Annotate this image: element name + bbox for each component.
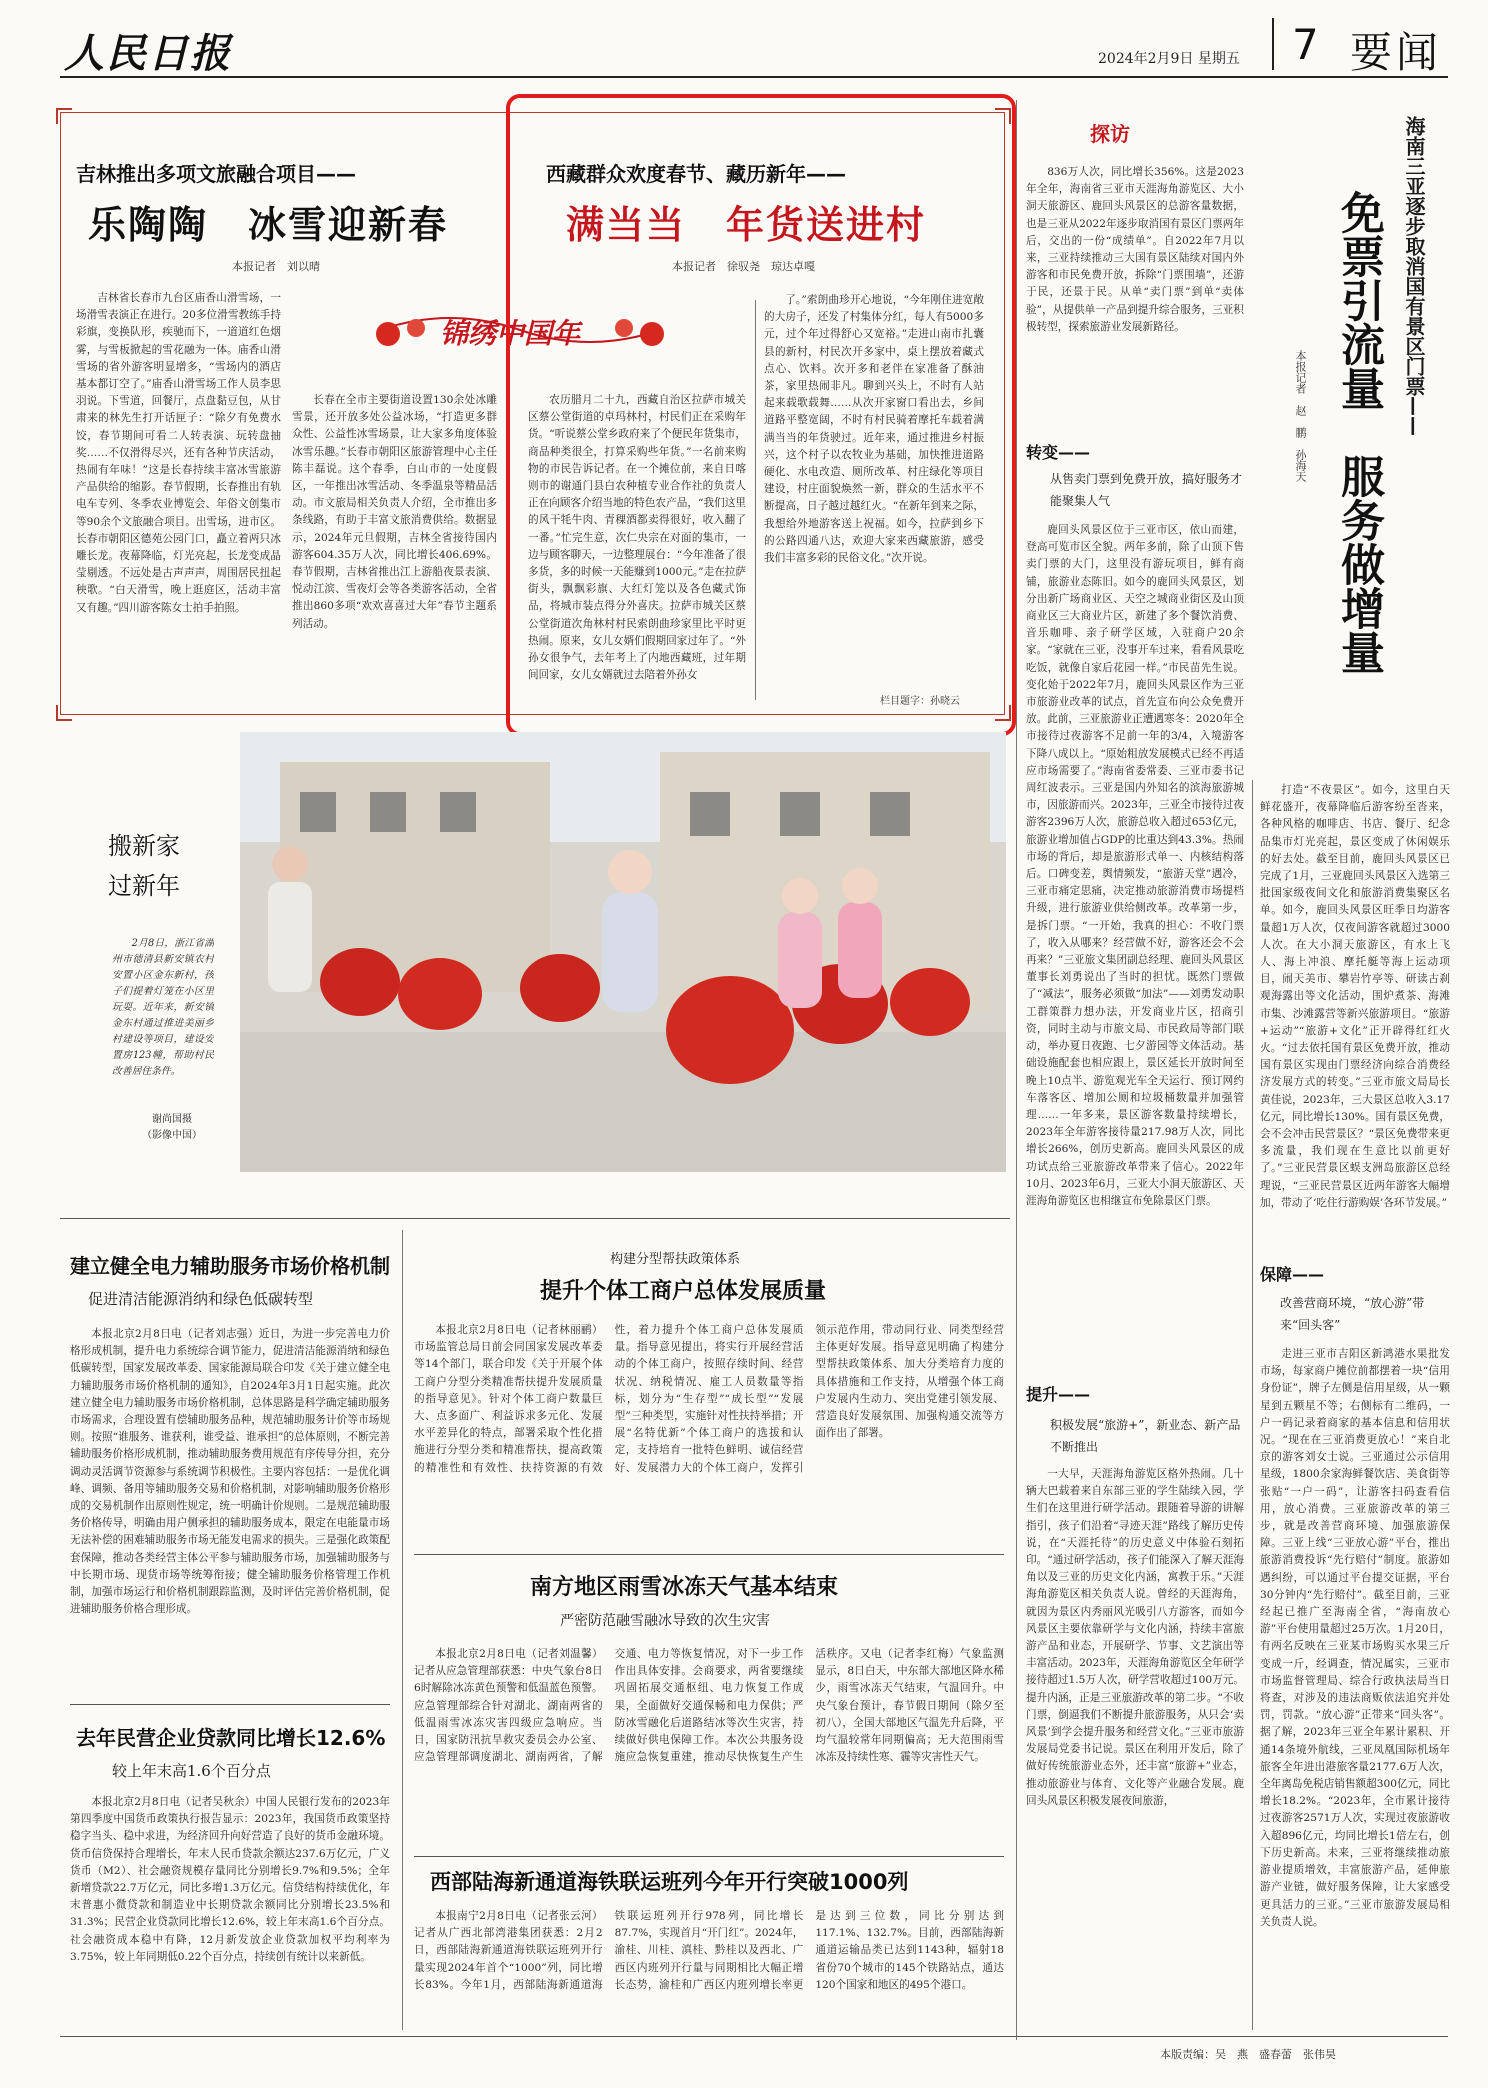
- sanya-col1c-body: [1026, 1466, 1244, 2026]
- tanfang-tag: 探访: [1090, 122, 1130, 146]
- sanya-col2-body: [1260, 782, 1450, 1254]
- sanya-left-rule: [1016, 100, 1017, 2040]
- gt-kicker: 构建分型帮扶政策体系: [610, 1252, 741, 1267]
- sanya-sec3-subtitle: 改善营商环境，“放心游”带来“回头客”: [1280, 1296, 1425, 1332]
- snow-body: [414, 1646, 1004, 1856]
- sanya-vertical-byline: 本报记者 赵 鹏 孙海天: [1294, 350, 1307, 482]
- tibet-body-col2: [764, 292, 984, 682]
- sanya-sec2-subtitle: 积极发展“旅游+”，新业态、新产品不断推出: [1050, 1418, 1241, 1454]
- festival-banner-text: 锦绣中国年: [440, 317, 581, 350]
- children-lanterns-photo: [240, 732, 1006, 1172]
- tibet-headline: 满当当 年货送进村: [566, 203, 927, 247]
- newspaper-logo: 人民日报: [64, 31, 232, 77]
- issue-date: 2024年2月9日 星期五: [1098, 51, 1240, 67]
- loan-body-text: 本报北京2月8日电（记者吴秋余）中国人民银行发布的2023年第四季度中国货币政策执行报告显示：2023年，我国货币政策坚持稳字当头、稳中求进，为经济回升向好营造了良好的货币金融环境。货币信贷保持合理增长，年末人民币贷款余额达237.6万亿元，广义货币（M2）、社会融资规模存量同比分别增长9.7%和9.5%；全年新增贷款22.7万亿元，同比多增1.3万亿元。信贷结构持续优化，年末普惠小微贷款和制造业中长期贷款余额同比分别增长23.5%和31.3%；民营企业贷款同比增长12.6%，较上年末高1.6个百分点。社会融资成本稳中有降，12月新发放企业贷款加权平均利率为3.75%，较上年同期低0.22个百分点，持续创有统计以来新低。: [70, 1796, 390, 1963]
- footer-rule: [60, 2036, 1448, 2037]
- loan-body: [70, 1794, 390, 2026]
- snow-rail-rule: [414, 1856, 1004, 1857]
- power-loan-rule: [70, 1704, 390, 1705]
- editors-credit: 本版责编：吴 燕 盛春蕾 张伟昊: [1160, 2048, 1336, 2061]
- sanya-sec1-subtitle: 从售卖门票到免费开放，搞好服务才能聚集人气: [1050, 472, 1243, 508]
- sanya-intro-text: 836万人次，同比增长356%。这是2023年全年，海南省三亚市天涯海角游览区、大小洞天旅游区、鹿回头风景区的总游客量数据，也是三亚从2022年逐步取消国有景区门票两年后，交出的一份“成绩单”。自2022年7月以来，三亚持续推动三大国有景区陆续对国内外游客和市民免费开放，拆除“门票围墙”，还游于民，还景于民。从单“卖门票”到单“卖体验”，从提供单一产品到提升综合服务，三亚积极转型，探索旅游业发展新路径。: [1026, 166, 1244, 333]
- sanya-col2b-body: [1260, 1346, 1450, 2026]
- frame-corner-tl: [56, 108, 72, 124]
- sanya-col2-text: 打造“不夜景区”。如今，这里白天鲜花盛开，夜幕降临后游客纷至沓来，各种风格的咖啡店、书店、餐厅、纪念品集市灯光亮起，景区变成了休闲娱乐的好去处。截至目前，鹿回头风景区已完成了1月，三亚鹿回头风景区入选第三批国家级夜间文化和旅游消费集聚区名单。如今，鹿回头风景区旺季日均游客量超1万人次，仅夜间游客就超过3000人次。在大小洞天旅游区，有水上飞人、海上冲浪、摩托艇等海上运动项目，闹天美市、攀岩竹亭等、研读古刹观海露出等文化活动，围炉煮茶、海滩市集、沙滩露营等新兴旅游项目。“旅游+运动”“旅游+文化”正开辟得红红火火。“过去依托国有景区免费开放，推动国有景区实现由门票经济向综合消费经济发展方式的转变。”三亚市旅文局局长黄佳说，2023年，三大景区总收入3.17亿元，同比增长130%。国有景区免费，会不会冲击民营景区？“景区免费带来更多流量，我们现在生意比以前更好了。”三亚民营景区蜈支洲岛旅游区总经理说，“三亚民营景区近两年游客大幅增加，带动了‘吃住行游购娱’各环节发展。”: [1260, 784, 1450, 1209]
- sanya-col1-text: 鹿回头风景区位于三亚市区，依山而建，登高可览市区全貌。两年多前，除了山顶下售卖门票的大门，这里没有游玩项目，鲜有商铺，旅游业态陈旧。如今的鹿回头风景区，划分出新广场商业区、天空之城商业街区及山顶商业区三大商业片区，新建了多个餐饮消费、音乐咖啡、亲子研学区域，入驻商户20余家。“家就在三亚，没事开车过来，看看风景吃吃饭，就像自家后花园一样。”市民苗先生说。变化始于2022年7月，鹿回头风景区作为三亚市旅游业改革的试点，首先宣布向公众免费开放。此前，三亚旅游业正遭遇寒冬：2020年全市接待过夜游客不足前一年的3/4，入境游客下降八成以上。“原始粗放发展模式已经不再适应市场需要了。”海南省委常委、三亚市委书记周红波表示。三亚是国内外知名的滨海旅游城市，因旅游而兴。2023年，三亚全市接待过夜游客2396万人次，旅游总收入超过653亿元，旅游业增加值占GDP的比重达到43.3%。热闹市场的背后，却是旅游形式单一、内核结构落后。口碑变差，舆情频发，“旅游天堂”遇冷，三亚市痛定思痛，决定推动旅游消费市场提档升级，进行旅游业供给侧改革。改革第一步，是拆门票。“一开始，我真的担心：不收门票了，收入从哪来？经营做不好，游客还会不会再来？”三亚旅文集团副总经理、鹿回头风景区董事长刘勇说出了当时的担忧。既然门票做了“减法”，服务必须做“加法”——刘勇发动职工群策群力想办法，开发商业片区，招商引资，同时主动与市旅文局、市民政局等部门联动，举办夏日夜跑、七夕游园等文体活动。基础设施配套也相应跟上，景区延长开放时间至晚上10点半、游览观光车全天运行、预订网约车落客区、增加公厕和垃圾桶数量并加强管理……一年多来，景区游客数量持续增长，2023年全年游客接待量217.98万人次，同比增长266%，创历史新高。鹿回头风景区的成功试点给三亚旅游改革带来了信心。2022年10月、2023年6月，三亚大小洞天旅游区、天涯海角游览区也相继宣布免除景区门票。: [1026, 524, 1244, 1207]
- power-subhead: 促进清洁能源消纳和绿色低碳转型: [88, 1290, 314, 1308]
- jilin-body-col1: [76, 290, 281, 700]
- snow-headline: 南方地区雨雪冰冻天气基本结束: [530, 1575, 839, 1600]
- bottom-col-divider: [402, 1230, 403, 2030]
- jilin-body-col2: [292, 392, 497, 702]
- rail-body: [414, 1908, 1004, 2028]
- power-headline: 建立健全电力辅助服务市场价格机制: [70, 1254, 390, 1278]
- gt-headline: 提升个体工商户总体发展质量: [540, 1279, 827, 1304]
- power-body: [70, 1326, 390, 1696]
- loan-subhead: 较上年末高1.6个百分点: [112, 1762, 271, 1780]
- jilin-headline: 乐陶陶 冰雪迎新春: [88, 203, 449, 247]
- photo-caption-text: [112, 936, 214, 1086]
- gt-snow-rule: [414, 1554, 1004, 1555]
- gt-body-text: 本报北京2月8日电（记者林丽鹂）市场监管总局日前会同国家发展改革委等14个部门，联合印发《关于开展个体工商户分型分类精准帮扶提升发展质量的指导意见》。针对个体工商户数量巨大、点多面广、利益诉求多元化、发展水平差异化的特点，部署采取个性化措施进行分型分类和精准帮扶，提高政策的精准性和有效性、扶持资源的有效性，着力提升个体工商户总体发展质量。指导意见提出，将实行开展经营活动的个体工商户，按照存续时间、经营状况、纳税情况、雇工人员数量等指标，划分为“生存型”“成长型”“发展型”三种类型，实施针对性扶持举措；开展“名特优新”个体工商户的选拔和认定，支持培育一批特色鲜明、诚信经营好、发展潜力大的个体工商户，发挥引领示范作用，带动同行业、同类型经营主体更好发展。指导意见明确了构建分型帮扶政策体系、加大分类培育力度的具体措施和工作支持，从增强个体工商户发展内生动力、突出党建引领发展、营造良好发展氛围、加强构通交流等方面作出了部署。: [414, 1324, 1004, 1474]
- loan-headline: 去年民营企业贷款同比增长12.6%: [76, 1726, 386, 1750]
- snow-body-text: 本报北京2月8日电（记者刘温馨）记者从应急管理部获悉：中央气象台8日6时解除冰冻黄色预警和低温蓝色预警。应急管理部综合针对湖北、湖南两省的低温雨雪冰冻灾害四级应急响应。当日，国家防汛抗旱救灾委员会办公室、应急管理部调度湖北、湖南两省，了解交通、电力等恢复情况，对下一步工作作出具体安排。会商要求，两省要继续巩固拓展交通枢纽、电力恢复工作成果，全面做好交通保畅和电力保供；严防冰雪融化后道路结冰等次生灾害，持续做好供电保障工作。本次公共服务设施应急恢复重建，推动尽快恢复生产生活秩序。又电（记者李红梅）气象监测显示，8日白天，中东部大部地区降水稀少，雨雪冰冻天气结束，气温回升。中央气象台预计，春节假日期间（除夕至初八），全国大部地区气温先升后降，平均气温较常年同期偏高；无大范围雨雪冰冻及持续性寒、霾等灾害性天气。: [414, 1648, 1004, 1764]
- gt-body: [414, 1322, 1004, 1548]
- rail-body-text: 本报南宁2月8日电（记者张云河）记者从广西北部湾港集团获悉：2月2日，西部陆海新通道海铁联运班列开行量实现2024年首个“1000”列，同比增长83%。今年1月，西部陆海新通道海铁联运班列开行978列，同比增长87.7%，实现首月“开门红”。2024年，渝桂、川桂、滇桂、黔桂以及西北、广西区内班列开行量与同期相比大幅正增长态势，渝桂和广西区内班列增长率更是达到三位数，同比分别达到117.1%、132.7%。目前，西部陆海新通道运输品类已达到1143种，辐射18省份70个城市的145个铁路站点，通达120个国家和地区的495个港口。: [414, 1910, 1004, 1991]
- tibet-col1-text: 农历腊月二十九，西藏自治区拉萨市城关区蔡公堂街道的卓玛林村，村民们正在采购年货。“听说蔡公堂乡政府来了个便民年货集市，商品种类很全，打算采购些年货。”一名前来购物的市民告诉记者。在一个摊位前，来自日喀则市的谢通门县白农种植专业合作社的负责人正在向顾客介绍当地的特色农产品，“我们这里的风干牦牛肉、青稞酒都卖得很好，收入翻了一番。”忙完生意，次仁央宗在对面的集市，一边与顾客聊天，一边整理展台：“今年准备了很多货，多的时候一天能赚到1000元。”走在拉萨街头，飘飘彩旗、大红灯笼以及各色藏式饰品，将城市装点得分外喜庆。拉萨市城关区蔡公堂街道次角林村村民索朗曲珍家里比平时更热闹。原来，女儿女婿们假期回家过年了。“外孙女很争气，去年考上了内地西藏班，过年期间回家，女儿女婿就过去陪着外孙女: [528, 394, 746, 682]
- jilin-col2-text: 长春在全市主要街道设置130余处冰雕雪景，还开放多处公益冰场，“打造更多群众性、公益性冰雪场景，让大家多角度体验冰雪乐趣。”长春市朝阳区旅游管理中心主任陈丰磊说。这个春季，白山市的一处度假区，一年推出冰雪活动、冬季温泉等精品活动。市文旅局相关负责人介绍，全市推出多条线路，有助于丰富文旅消费供给。数据显示，2024年元旦假期，吉林全省接待国内游客604.35万人次，同比增长406.69%。春节假期，吉林省推出江上游船夜景表演、悦动江滨、雪夜灯会等各类游客活动，全省推出860多项“欢欢喜喜过大年”春节主题系列活动。: [292, 394, 497, 630]
- frame-corner-bl: [56, 705, 72, 721]
- sanya-vertical-headline: 免票引流量 服务做增量: [1333, 190, 1384, 674]
- sanya-vertical-kicker: 海南三亚逐步取消国有景区门票——: [1402, 116, 1426, 436]
- sanya-intro: [1026, 164, 1244, 428]
- page-number: 7: [1292, 20, 1319, 69]
- tibet-byline: 本报记者 徐驭尧 琼达卓嘎: [672, 260, 815, 273]
- rail-headline: 西部陆海新通道海铁联运班列今年开行突破1000列: [430, 1870, 909, 1894]
- sanya-col1-body: [1026, 522, 1244, 1364]
- sanya-col2b-text: 走进三亚市吉阳区新鸿港水果批发市场，每家商户摊位前都摆着一块“信用身份证”，牌子左侧是信用星级，从一颗星到五颗星不等；右侧标有二维码，一户一码记录着商家的基本信息和信用状况。“现在在三亚消费更放心！”来自北京的游客刘女士说。三亚通过公示信用星级，1800余家海鲜餐饮店、美食街等张贴“一户一码”，让游客扫码查看信用，放心消费。三亚旅游改革的第三步，就是改善营商环境、加强旅游保障。三亚上线“三亚放心游”平台，推出旅游消费投诉“先行赔付”制度。旅游如遇纠纷，可以通过平台提交证据，平台30分钟内“先行赔付”。截至目前，三亚经起已推广至海南全省，“海南放心游”平台使用量超过25万次。1月20日，有两名反映在三亚某市场购买水果三斤变成一斤，经调查，情况属实，三亚市市场监督管理局、综合行政执法局当日将查，对涉及的违法商贩依法追究并处罚，罚款。“放心游”正带来“回头客”。据了解，2023年三亚全年累计累积、开通14条境外航线，三亚凤凰国际机场年旅客全年进出港旅客量2177.6万人次，全年离岛免税店销售额超300亿元，同比增长18.2%。“2023年，全市累计接待过夜游客2571万人次，实现过夜旅游收入超896亿元，均同比增长1倍左右，创下历史新高。未来，三亚将继续推动旅游业提质增效，丰富旅游产品，延伸旅游产业链，做好服务保障，让大家感受更具活力的三亚。”三亚市旅游发展局相关负责人说。: [1260, 1348, 1450, 1928]
- sanya-sec2-title: 提升——: [1026, 1385, 1091, 1404]
- sanya-sec3-title: 保障——: [1260, 1265, 1325, 1284]
- sanya-col-divider: [1252, 780, 1253, 2030]
- power-body-text: 本报北京2月8日电（记者刘志强）近日，为进一步完善电力价格形成机制，提升电力系统综合调节能力，促进清洁能源消纳和绿色低碳转型，国家发展改革委、国家能源局联合印发《关于建立健全电力辅助服务市场价格机制的通知》，自2024年3月1日起实施。此次建立健全电力辅助服务市场价格机制，总体思路是科学确定辅助服务市场需求，合理设置有偿辅助服务品种，规范辅助服务计价等市场规则。按照“谁服务、谁获利，谁受益、谁承担”的总体原则，不断完善辅助服务价格形成机制，推动辅助服务费用规范有序传导分担，充分调动灵活调节资源参与系统调节积极性。主要内容包括：一是优化调峰、调频、备用等辅助服务交易和价格机制，对影响辅助服务价格形成的交易机制作出原则性规定，统一明确计价规则。二是规范辅助服务价格传导，明确由用户侧承担的辅助服务成本，限定在电能量市场无法补偿的困难辅助服务市场无能发电需求的损失。三是强化政策配套保障，推动各类经营主体公平参与辅助服务市场，加强辅助服务与中长期市场、现货市场等统筹衔接；健全辅助服务价格管理工作机制，加强市场运行和价格机制跟踪监测，及时评估完善价格机制，促进辅助服务价格合理形成。: [70, 1328, 390, 1616]
- jilin-byline: 本报记者 刘以晴: [232, 260, 320, 273]
- tibet-body-col1: [528, 392, 746, 708]
- snow-subhead: 严密防范融雪融冰导致的次生灾害: [560, 1613, 770, 1629]
- photo-caption-title: 搬新家 过新年: [108, 832, 180, 900]
- sanya-sec1-title: 转变——: [1026, 443, 1091, 462]
- tibet-col2-text: 了。”索朗曲珍开心地说，“今年刚住进宽敞的大房子，还发了村集体分红，每人有5000多元，过个年过得舒心又宽裕。”走进山南市扎囊县的新村，村民次开多家中，桌上摆放着藏式点心、饮料。次开多和老伴在家准备了酥油茶，家里热闹非凡。聊到兴头上，不时有人站起来载歌载舞……从次开家窗口看出去，乡间道路平整宽阔，不时有村民骑着摩托车载着满满当当的年货驶过。近年来，通过推进乡村振兴，这个村子以农牧业为基础，加快推进道路硬化、水电改造、厕所改革、村庄绿化等项目建设，村庄面貌焕然一新，群众的生活水平不断提高，日子越过越红火。“在新年到来之际，我想给外地游客送上祝福。如今，拉萨到乡下的公路四通八达，欢迎大家来西藏旅游，感受我们丰富多彩的民俗文化。”次开说。: [764, 294, 984, 565]
- tibet-col-divider: [755, 300, 756, 700]
- section-name: 要闻: [1350, 28, 1443, 77]
- tibet-kicker: 西藏群众欢度春节、藏历新年——: [546, 162, 846, 186]
- jilin-kicker: 吉林推出多项文旅融合项目——: [76, 162, 356, 186]
- column-title-credit: 栏目题字：孙晓云: [880, 696, 960, 707]
- jilin-col1-text: 吉林省长春市九台区庙香山滑雪场，一场滑雪表演正在进行。20多位滑雪教练手持彩旗，变换队形，疾驰而下，一道道红色烟雾，与雪板掀起的雪花融为一体。庙香山滑雪场的省外游客明显增多，“雪场内的酒店基本都订空了。”庙香山滑雪场工作人员李思羽说。下雪道，回餐厅，点盘黏豆包，从甘肃来的林先生打开话匣子：“除夕有免费水饺，春节期间可看二人转表演、玩转盘抽奖……不仅滑得尽兴，还有各种节庆活动，热闹有年味！”这是长春持续丰富冰雪旅游产品供给的缩影。春节假期，长春推出有轨电车专列、冬季农业博览会、年俗文创集市等90余个文旅融合项目。出雪场，进市区。长春市朝阳区德苑公园门口，矗立着两只冰雕长龙。夜幕降临，灯光亮起，长龙变成晶莹剔透。不远处是古声声声，周围居民扭起秧歌。“白天滑雪，晚上逛庭区，活动丰富又有趣。”四川游客陈女士拍手拍照。: [76, 292, 281, 614]
- photo-caption-body: 2月8日，浙江省湖州市德清县新安镇农村安置小区金东新村，孩子们提着灯笼在小区里玩耍。近年来，新安镇金东村通过推进美丽乡村建设等项目，建设安置房123幢，帮助村民改善居住条件。: [112, 938, 214, 1077]
- masthead-rule: [60, 76, 1448, 78]
- news-photo: [240, 732, 1006, 1172]
- bottom-section-rule: [60, 1218, 1010, 1219]
- sanya-col1c-text: 一大早，天涯海角游览区格外热闹。几十辆大巴载着来自东部三亚的学生陆续入园，学生们在这里进行研学活动。跟随着导游的讲解指引，孩子们沿着“寻迹天涯”路线了解历史传说，在“天涯托待”的历史意义中体验石刻拓印。“通过研学活动，孩子们能深入了解天涯海角以及三亚的历史文化内涵，寓教于乐。”天涯海角游览区相关负责人说。曾经的天涯海角，就因为景区内秀丽风光吸引八方游客，而如今风景区主要依靠研学与文化内涵，持续丰富旅游产品和业态，开展研学、节事、文艺演出等丰富活动。2023年，天涯海角游览区全年研学接待超过1.5万人次，研学营收超过100万元。提升内涵，正是三亚旅游改革的第二步。“不收门票，倒逼我们不断提升旅游服务，从只会‘卖风景’到学会提升服务和经营文化。”三亚市旅游发展局党委书记说。景区在利用开发后，除了做好传统旅游业态外，还丰富“旅游+”业态，推动旅游业与体育、文化等产业融合发展。鹿回头风景区积极发展夜间旅游，: [1026, 1468, 1244, 1807]
- page-number-box: [1272, 18, 1274, 70]
- photo-credit: 谢尚国摄 （影像中国）: [142, 1114, 202, 1141]
